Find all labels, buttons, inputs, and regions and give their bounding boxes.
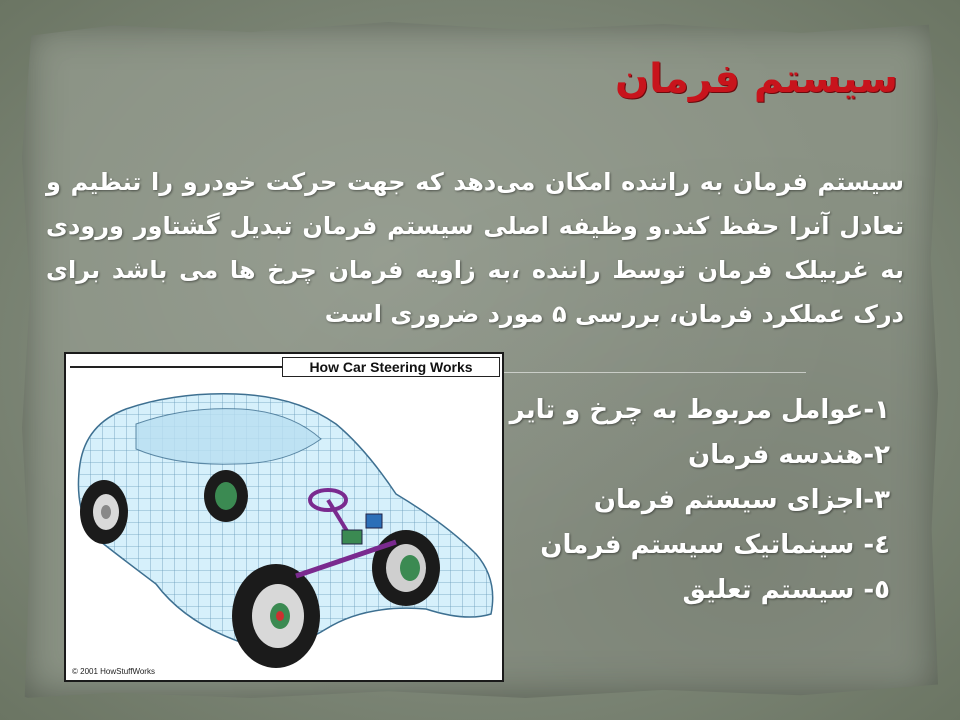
list-item: ۱-عوامل مربوط به چرخ و تایر xyxy=(509,395,890,425)
steering-diagram-image xyxy=(64,352,504,682)
body-paragraph: سیستم فرمان به راننده امکان می‌دهد که جهت حرکت خودرو را تنظیم و تعادل آنرا حفظ کند.و وظیفه اصلی سیستم فرمان تبدیل گشتاور ورودی به غربیلک فرمان توسط راننده ،به زاویه فرمان چرخ ها می باشد برای درک عملکرد فرمان، بررسی ۵ مورد ضروری است xyxy=(46,168,904,328)
list-item: ۳-اجزای سیستم فرمان xyxy=(593,485,890,515)
rear-wheel-right xyxy=(204,470,248,522)
figure-header-rule xyxy=(70,366,282,368)
list-item: ٥- سیستم تعلیق xyxy=(682,575,890,605)
slide-title: سیستم فرمان xyxy=(615,56,898,102)
list-item: ۲-هندسه فرمان xyxy=(688,440,890,470)
figure-credit: © 2001 HowStuffWorks xyxy=(72,667,155,676)
list-item: ٤- سینماتیک سیستم فرمان xyxy=(540,530,890,560)
figure-header xyxy=(282,357,500,377)
front-wheel-right xyxy=(372,530,440,606)
topic-list xyxy=(470,388,890,613)
divider-line xyxy=(500,372,806,373)
rear-wheel-left xyxy=(80,480,128,544)
figure-header-label: How Car Steering Works xyxy=(309,359,473,375)
car-wireframe-illustration xyxy=(66,354,502,680)
front-wheel-left xyxy=(232,564,320,668)
